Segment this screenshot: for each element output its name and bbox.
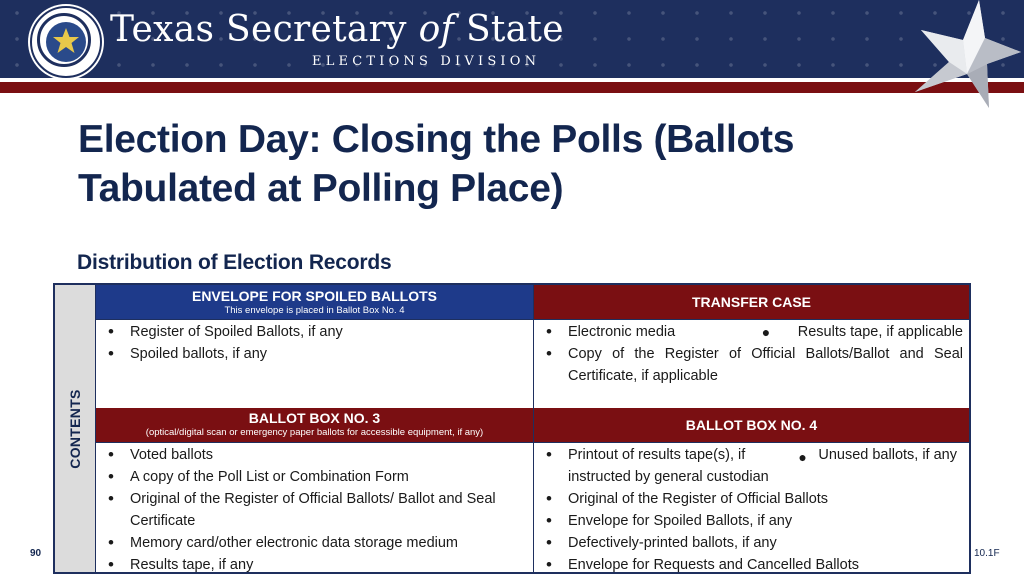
records-table [53,283,971,574]
seal-star-icon [51,26,81,56]
brand-title: Texas Secretary of State [110,9,564,50]
list-item: • Original of the Register of Official Ballots [568,488,963,510]
list-item: • Envelope for Spoiled Ballots, if any [568,510,963,532]
list-item: • Envelope for Requests and Cancelled Ballots [568,554,963,572]
ballot-box-3-header: BALLOT BOX NO. 3 (optical/digital scan or emergency paper ballots for accessible equipment, if any) [96,408,533,443]
slide-code: 10.1F [974,548,1000,559]
spoiled-envelope-header: ENVELOPE FOR SPOILED BALLOTS This envelope is placed in Ballot Box No. 4 [96,285,533,320]
state-seal [30,6,102,78]
brand-subtitle: ELECTIONS DIVISION [312,54,541,69]
contents-label: CONTENTS [67,388,83,469]
list-item: • Spoiled ballots, if any [130,343,527,365]
list-item: • Voted ballots [130,444,527,466]
list-item: • Defectively-printed ballots, if any [568,532,963,554]
spoiled-envelope-contents [96,321,533,408]
red-stripe [0,82,1024,93]
contents-label-column [55,285,96,572]
list-item: • ● Unused ballots, if any Printout of results tape(s), if instructed by general custodian [568,444,963,488]
list-item: • A copy of the Poll List or Combination Form [130,466,527,488]
list-item: • Register of Spoiled Ballots, if any [130,321,527,343]
ballot-box-4-header: BALLOT BOX NO. 4 [534,408,969,443]
section-title: Distribution of Election Records [77,251,392,274]
header-banner [0,0,1024,78]
column-divider [533,285,534,572]
list-item: • Electronic media ● Results tape, if applicable [568,321,963,343]
list-item: • Results tape, if any [130,554,527,572]
ballot-box-4-contents [534,444,969,572]
page-number: 90 [30,548,42,559]
list-item: • Memory card/other electronic data storage medium [130,532,527,554]
page-title: Election Day: Closing the Polls (Ballots Tabulated at Polling Place) [78,118,795,210]
transfer-case-header: TRANSFER CASE [534,285,969,320]
ballot-box-3-contents [96,444,533,572]
list-item: • Original of the Register of Official Ballots/ Ballot and Seal Certificate [130,488,527,532]
list-item: • Copy of the Register of Official Ballots/Ballot and Seal Certificate, if applicable [568,343,963,387]
transfer-case-contents [534,321,969,408]
star-icon [905,0,1024,120]
